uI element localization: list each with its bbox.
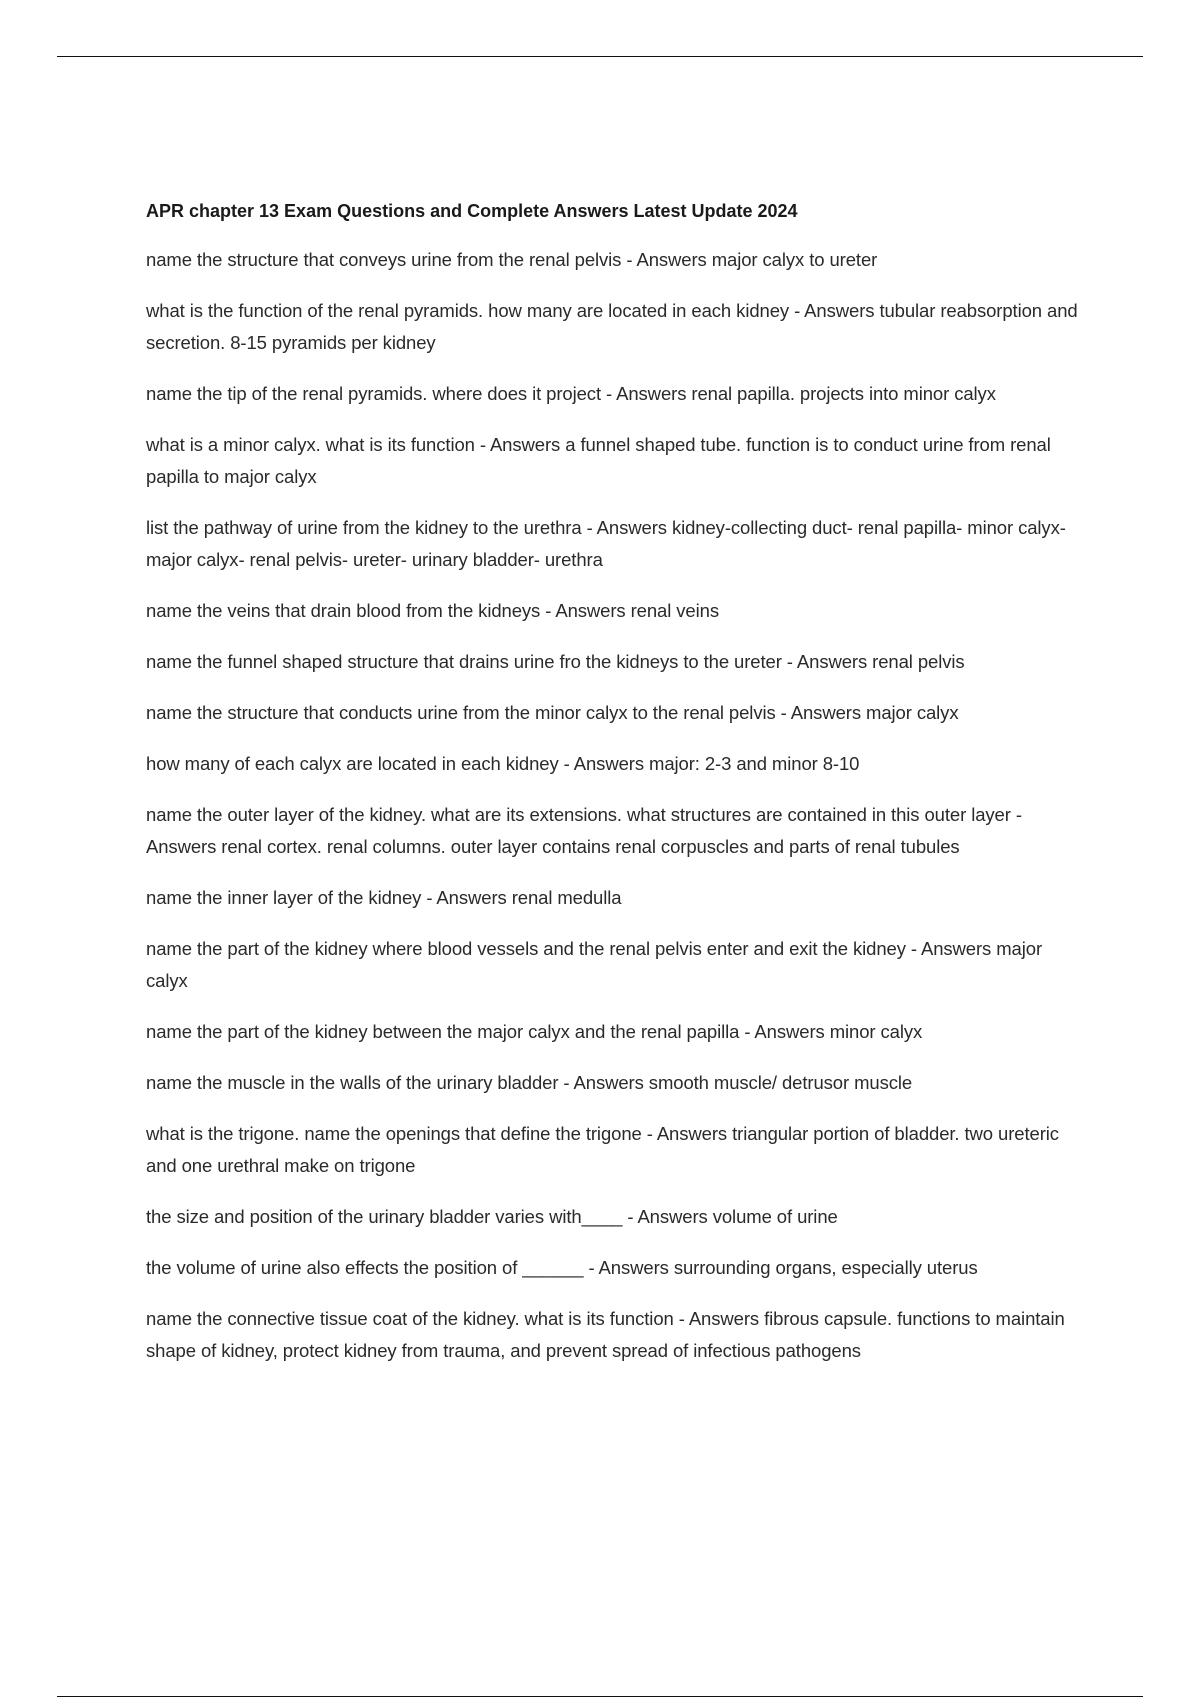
qa-item: the volume of urine also effects the position of ______ - Answers surrounding organs, especially uterus — [146, 1257, 978, 1278]
qa-item: name the funnel shaped structure that drains urine fro the kidneys to the ureter - Answers renal pelvis — [146, 651, 965, 672]
qa-item: what is the trigone. name the openings that define the trigone - Answers triangular portion of bladder. two ureteric and one urethral make on trigone — [146, 1123, 1059, 1176]
document-title: APR chapter 13 Exam Questions and Complete Answers Latest Update 2024 — [146, 201, 798, 221]
qa-item: name the inner layer of the kidney - Answers renal medulla — [146, 887, 622, 908]
page-footer-rule — [57, 1696, 1143, 1697]
qa-item: name the muscle in the walls of the urinary bladder - Answers smooth muscle/ detrusor muscle — [146, 1072, 913, 1093]
qa-item: name the connective tissue coat of the kidney. what is its function - Answers fibrous capsule. functions to maintain shape of kidney, protect kidney from trauma, and prevent spread of infectious pathogens — [146, 1308, 1065, 1361]
page-header-rule — [57, 56, 1143, 57]
qa-item: the size and position of the urinary bladder varies with____ - Answers volume of urine — [146, 1206, 838, 1227]
qa-item: what is the function of the renal pyramids. how many are located in each kidney - Answers tubular reabsorption and secretion. 8-15 pyramids per kidney — [146, 300, 1078, 353]
qa-item: list the pathway of urine from the kidney to the urethra - Answers kidney-collecting duct- renal papilla- minor calyx- major calyx- renal pelvis- ureter- urinary bladder- urethra — [146, 517, 1066, 570]
qa-item: what is a minor calyx. what is its function - Answers a funnel shaped tube. function is to conduct urine from renal papilla to major calyx — [146, 434, 1051, 487]
qa-item: name the outer layer of the kidney. what are its extensions. what structures are contained in this outer layer - Answers renal cortex. renal columns. outer layer contains renal corpuscles and parts of renal tubules — [146, 804, 1022, 857]
qa-item: name the structure that conveys urine from the renal pelvis - Answers major calyx to ureter — [146, 249, 878, 270]
qa-item: name the structure that conducts urine from the minor calyx to the renal pelvis - Answers major calyx — [146, 702, 959, 723]
qa-item: name the veins that drain blood from the kidneys - Answers renal veins — [146, 600, 719, 621]
qa-item: name the part of the kidney where blood vessels and the renal pelvis enter and exit the kidney - Answers major calyx — [146, 938, 1043, 991]
qa-item: name the tip of the renal pyramids. where does it project - Answers renal papilla. projects into minor calyx — [146, 383, 996, 404]
document-body — [146, 196, 1081, 1386]
qa-item: how many of each calyx are located in each kidney - Answers major: 2-3 and minor 8-10 — [146, 753, 860, 774]
qa-item: name the part of the kidney between the major calyx and the renal papilla - Answers minor calyx — [146, 1021, 923, 1042]
